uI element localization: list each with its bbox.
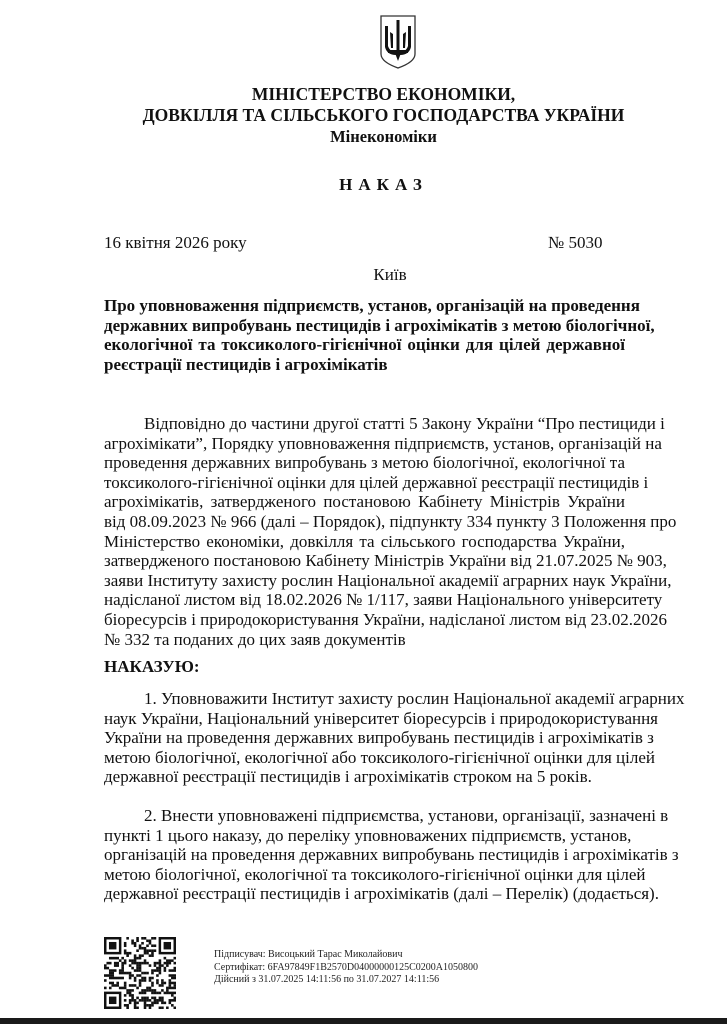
- preamble-line: від 08.09.2023 № 966 (далі – Порядок), підпункту 334 пункту 3 Положення про: [104, 511, 677, 531]
- certificate-validity: Дійсний з 31.07.2025 14:11:56 по 31.07.2027 14:11:56: [214, 974, 440, 985]
- certificate-id: Сертифікат: 6FA97849F1B2570D04000000125C0200A1050800: [214, 961, 478, 973]
- preamble-line: токсиколого-гігієнічної оцінки для цілей державної реєстрації пестицидів і: [104, 472, 649, 492]
- preamble-line: заяви Інституту захисту рослин Національної академії аграрних наук України,: [104, 570, 672, 590]
- point-2-line: організацій на проведення державних випробувань пестицидів і агрохімікатів з: [104, 845, 679, 865]
- point-1-line: метою біологічної, екологічної або токсиколого-гігієнічної оцінки для цілей: [104, 747, 655, 767]
- order-city: Київ: [373, 265, 407, 284]
- preamble-line: затвердженого постановою Кабінету Міністрів України від 21.07.2025 № 903,: [104, 551, 667, 571]
- page-bottom-border: [0, 1018, 727, 1024]
- ministry-name-line-2: ДОВКІЛЛЯ ТА СІЛЬСЬКОГО ГОСПОДАРСТВА УКРАЇНИ: [142, 105, 625, 125]
- ministry-name-line-1: МІНІСТЕРСТВО ЕКОНОМІКИ,: [251, 84, 516, 104]
- title-line: Про уповноваження підприємств, установ, організацій на проведення: [104, 296, 640, 315]
- preamble-line: агрохімікатів, затвердженого постановою Кабінету Міністрів України: [104, 492, 625, 512]
- preamble-line: біоресурсів і природокористування України, надісланої листом від 23.02.2026: [104, 609, 667, 629]
- preamble-line: № 332 та поданих до цих заяв документів: [104, 629, 406, 649]
- title-line: реєстрації пестицидів і агрохімікатів: [104, 354, 388, 374]
- document-type: НАКАЗ: [339, 175, 428, 194]
- title-line: державних випробувань пестицидів і агрохімікатів з метою біологічної,: [104, 315, 655, 335]
- order-date: 16 квітня 2026 року: [104, 233, 247, 252]
- order-point-1: [104, 689, 685, 787]
- preamble-line: проведення державних випробувань з метою біологічної, екологічної та: [104, 453, 625, 473]
- order-point-2: [104, 806, 679, 904]
- point-1-line: наук України, Національний університет біоресурсів і природокористування: [104, 708, 659, 728]
- qr-code-icon: [104, 937, 176, 1009]
- coat-of-arms-icon: [378, 14, 418, 70]
- point-1-line: України на проведення державних випробувань пестицидів і агрохімікатів з: [104, 728, 654, 748]
- preamble-line: Відповідно до частини другої статті 5 Закону України “Про пестициди і: [144, 414, 665, 433]
- point-1-line: 1. Уповноважити Інститут захисту рослин Національної академії аграрних: [144, 689, 685, 708]
- preamble-line: надісланої листом від 18.02.2026 № 1/117, заяви Національного університету: [104, 590, 663, 610]
- digital-signature-block: [214, 949, 478, 987]
- preamble-line: Міністерство економіки, довкілля та сільського господарства України,: [104, 531, 625, 551]
- order-label: НАКАЗУЮ:: [104, 657, 200, 676]
- point-1-line: державної реєстрації пестицидів і агрохімікатів строком на 5 років.: [104, 767, 592, 787]
- preamble-paragraph: [104, 414, 677, 649]
- title-line: екологічної та токсиколого-гігієнічної оцінки для цілей державної: [104, 335, 625, 355]
- preamble-line: агрохімікати”, Порядку уповноваження підприємств, установ, організацій на: [104, 433, 662, 453]
- ministry-short-name: Мінекономіки: [330, 127, 437, 146]
- signer-name: Підписувач: Висоцький Тарас Миколайович: [214, 949, 403, 960]
- point-2-line: пункті 1 цього наказу, до переліку уповноважених підприємств, установ,: [104, 825, 632, 845]
- point-2-line: метою біологічної, екологічної та токсиколого-гігієнічної оцінки для цілей: [104, 864, 646, 884]
- point-2-line: державної реєстрації пестицидів і агрохімікатів (далі – Перелік) (додається).: [104, 884, 659, 904]
- order-number: № 5030: [548, 233, 603, 252]
- order-title: [104, 296, 655, 374]
- point-2-line: 2. Внести уповноважені підприємства, установи, організації, зазначені в: [144, 806, 669, 825]
